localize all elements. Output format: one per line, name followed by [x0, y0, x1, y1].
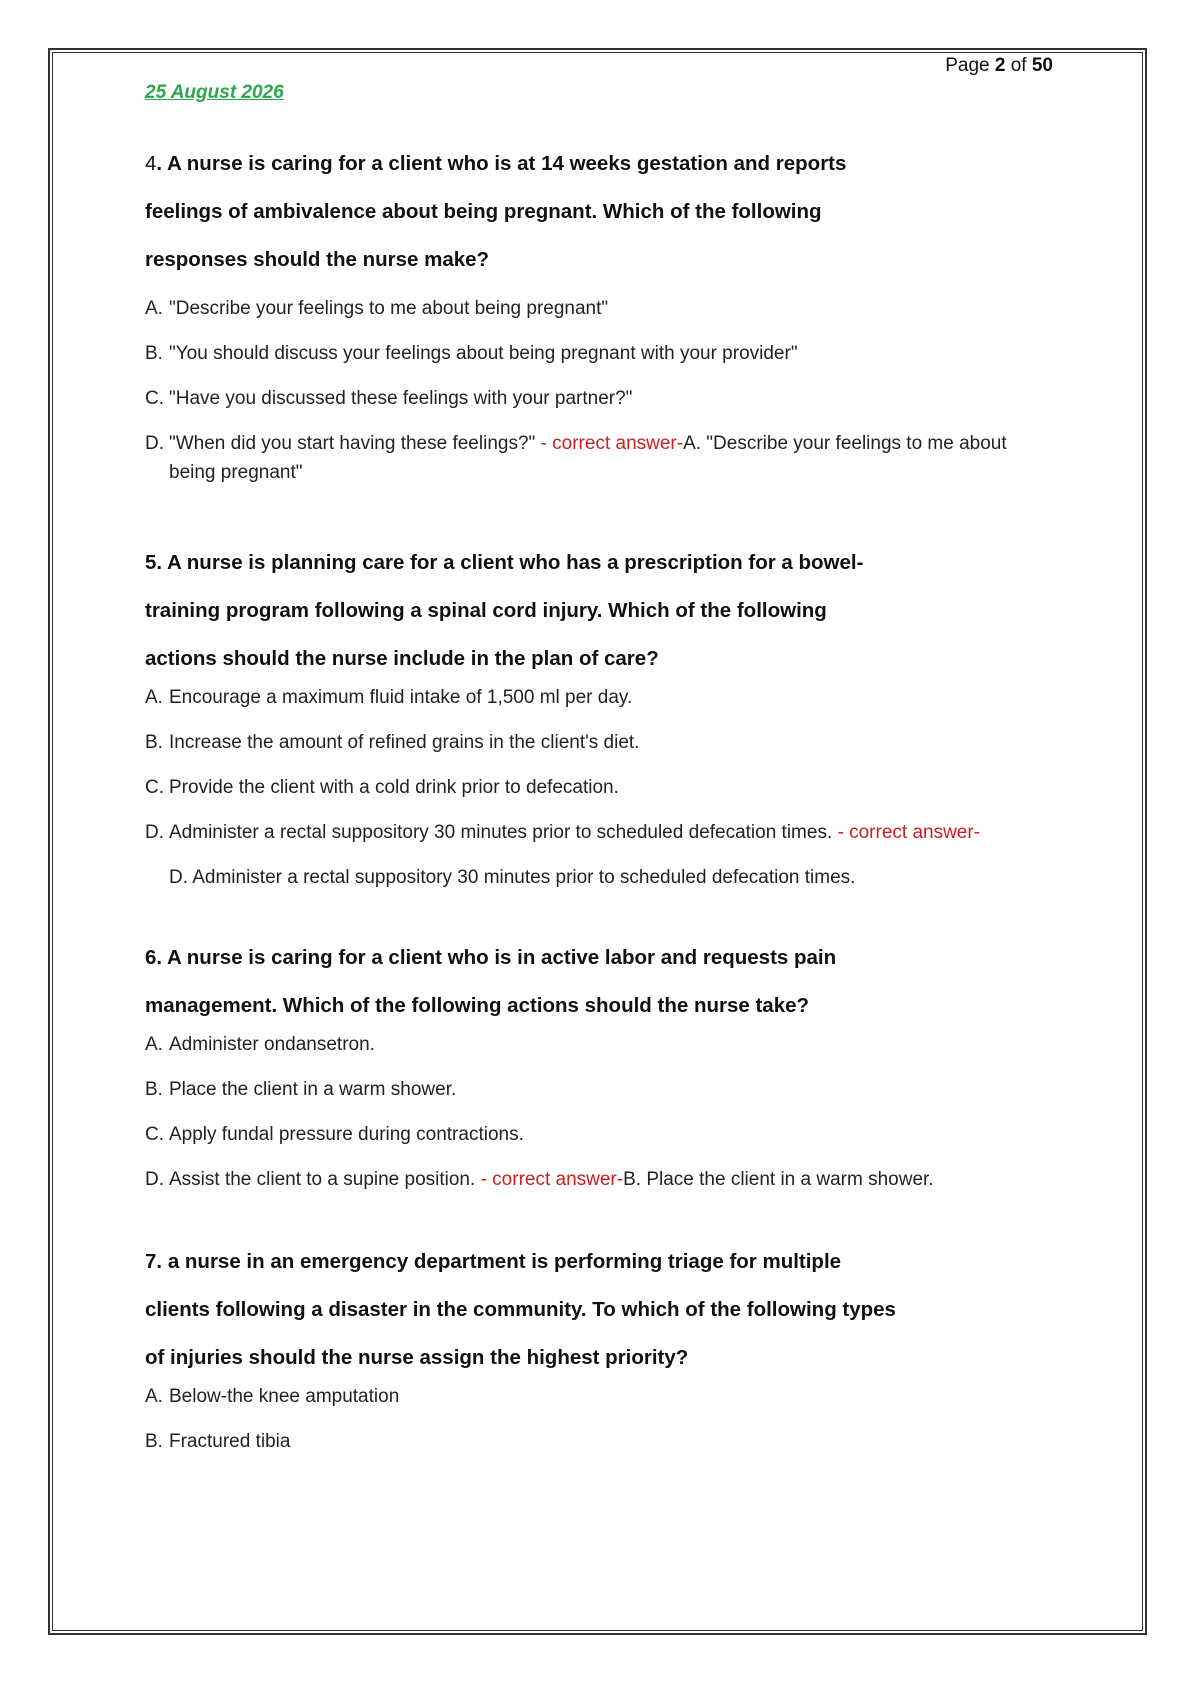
question-5 — [145, 539, 1050, 892]
option-letter: A. — [145, 1386, 163, 1407]
question-number: 4 — [145, 152, 157, 175]
question-stem: 6. A nurse is caring for a client who is in active labor and requests pain — [145, 946, 837, 969]
correct-answer-text: A. "Describe your feelings to me about being pregnant" — [169, 433, 1007, 483]
option-letter: D. — [145, 822, 164, 843]
option-letter: B. — [145, 732, 163, 753]
correct-answer-marker: - correct answer- — [480, 1169, 624, 1190]
question-stem-line: training program following a spinal cord injury. Which of the following — [145, 599, 827, 622]
option-d — [145, 818, 1050, 847]
option-text: "When did you start having these feelings?" — [169, 433, 541, 454]
option-b — [145, 1075, 1050, 1104]
option-text: Increase the amount of refined grains in the client's diet. — [169, 732, 640, 753]
option-text: Administer ondansetron. — [169, 1034, 375, 1055]
option-text: Below-the knee amputation — [169, 1386, 400, 1407]
correct-answer-text: B. Place the client in a warm shower. — [623, 1169, 934, 1190]
option-c — [145, 773, 1050, 802]
question-stem: 5. A nurse is planning care for a client who has a prescription for a bowel- — [145, 551, 864, 574]
option-text: Encourage a maximum fluid intake of 1,500 ml per day. — [169, 687, 633, 708]
option-text: Assist the client to a supine position. — [169, 1169, 481, 1190]
option-text: Place the client in a warm shower. — [169, 1079, 457, 1100]
option-letter: C. — [145, 388, 164, 409]
option-letter: C. — [145, 777, 164, 798]
option-b — [145, 1427, 1050, 1456]
option-text: Provide the client with a cold drink prior to defecation. — [169, 777, 619, 798]
question-list — [145, 140, 1050, 1472]
correct-answer-marker: - correct answer- — [837, 822, 981, 843]
option-a — [145, 1382, 1050, 1411]
question-stem-line: of injuries should the nurse assign the highest priority? — [145, 1346, 689, 1369]
option-c — [145, 384, 1050, 413]
question-stem-line: clients following a disaster in the community. To which of the following types — [145, 1298, 896, 1321]
question-stem: 4. A nurse is caring for a client who is at 14 weeks gestation and reports — [145, 152, 847, 175]
option-c — [145, 1120, 1050, 1149]
option-letter: C. — [145, 1124, 164, 1145]
option-text: "Have you discussed these feelings with your partner?" — [169, 388, 633, 409]
question-stem-line: responses should the nurse make? — [145, 248, 490, 271]
page-number: Page 2 of 50 — [945, 55, 1053, 76]
question-6 — [145, 934, 1050, 1194]
option-b — [145, 339, 1050, 368]
option-d — [145, 1165, 1050, 1194]
option-text: Apply fundal pressure during contractions. — [169, 1124, 524, 1145]
correct-answer-text: D. Administer a rectal suppository 30 minutes prior to scheduled defecation times. — [169, 867, 856, 888]
question-stem-line: actions should the nurse include in the plan of care? — [145, 647, 659, 670]
option-letter: B. — [145, 1079, 163, 1100]
option-text: "You should discuss your feelings about being pregnant with your provider" — [169, 343, 798, 364]
question-number: 6. — [145, 946, 163, 969]
option-d — [145, 429, 1050, 487]
option-b — [145, 728, 1050, 757]
question-stem-line: feelings of ambivalence about being pregnant. Which of the following — [145, 200, 822, 223]
question-number: 7. — [145, 1250, 163, 1273]
option-letter: D. — [145, 1169, 164, 1190]
question-7 — [145, 1238, 1050, 1456]
option-letter: A. — [145, 298, 163, 319]
option-a — [145, 294, 1050, 323]
option-letter: B. — [145, 343, 163, 364]
question-stem: 7. a nurse in an emergency department is performing triage for multiple — [145, 1250, 842, 1273]
option-a — [145, 1030, 1050, 1059]
correct-answer-marker: - correct answer- — [540, 433, 684, 454]
option-text: Fractured tibia — [169, 1431, 291, 1452]
question-4 — [145, 140, 1050, 487]
option-letter: A. — [145, 687, 163, 708]
option-letter: A. — [145, 1034, 163, 1055]
option-text: "Describe your feelings to me about being pregnant" — [169, 298, 609, 319]
option-a — [145, 683, 1050, 712]
option-text: Administer a rectal suppository 30 minutes prior to scheduled defecation times. — [169, 822, 838, 843]
question-number: 5. — [145, 551, 163, 574]
option-letter: B. — [145, 1431, 163, 1452]
option-letter: D. — [145, 433, 164, 454]
question-stem-line: management. Which of the following actions should the nurse take? — [145, 994, 810, 1017]
document-date: 25 August 2026 — [145, 82, 284, 103]
